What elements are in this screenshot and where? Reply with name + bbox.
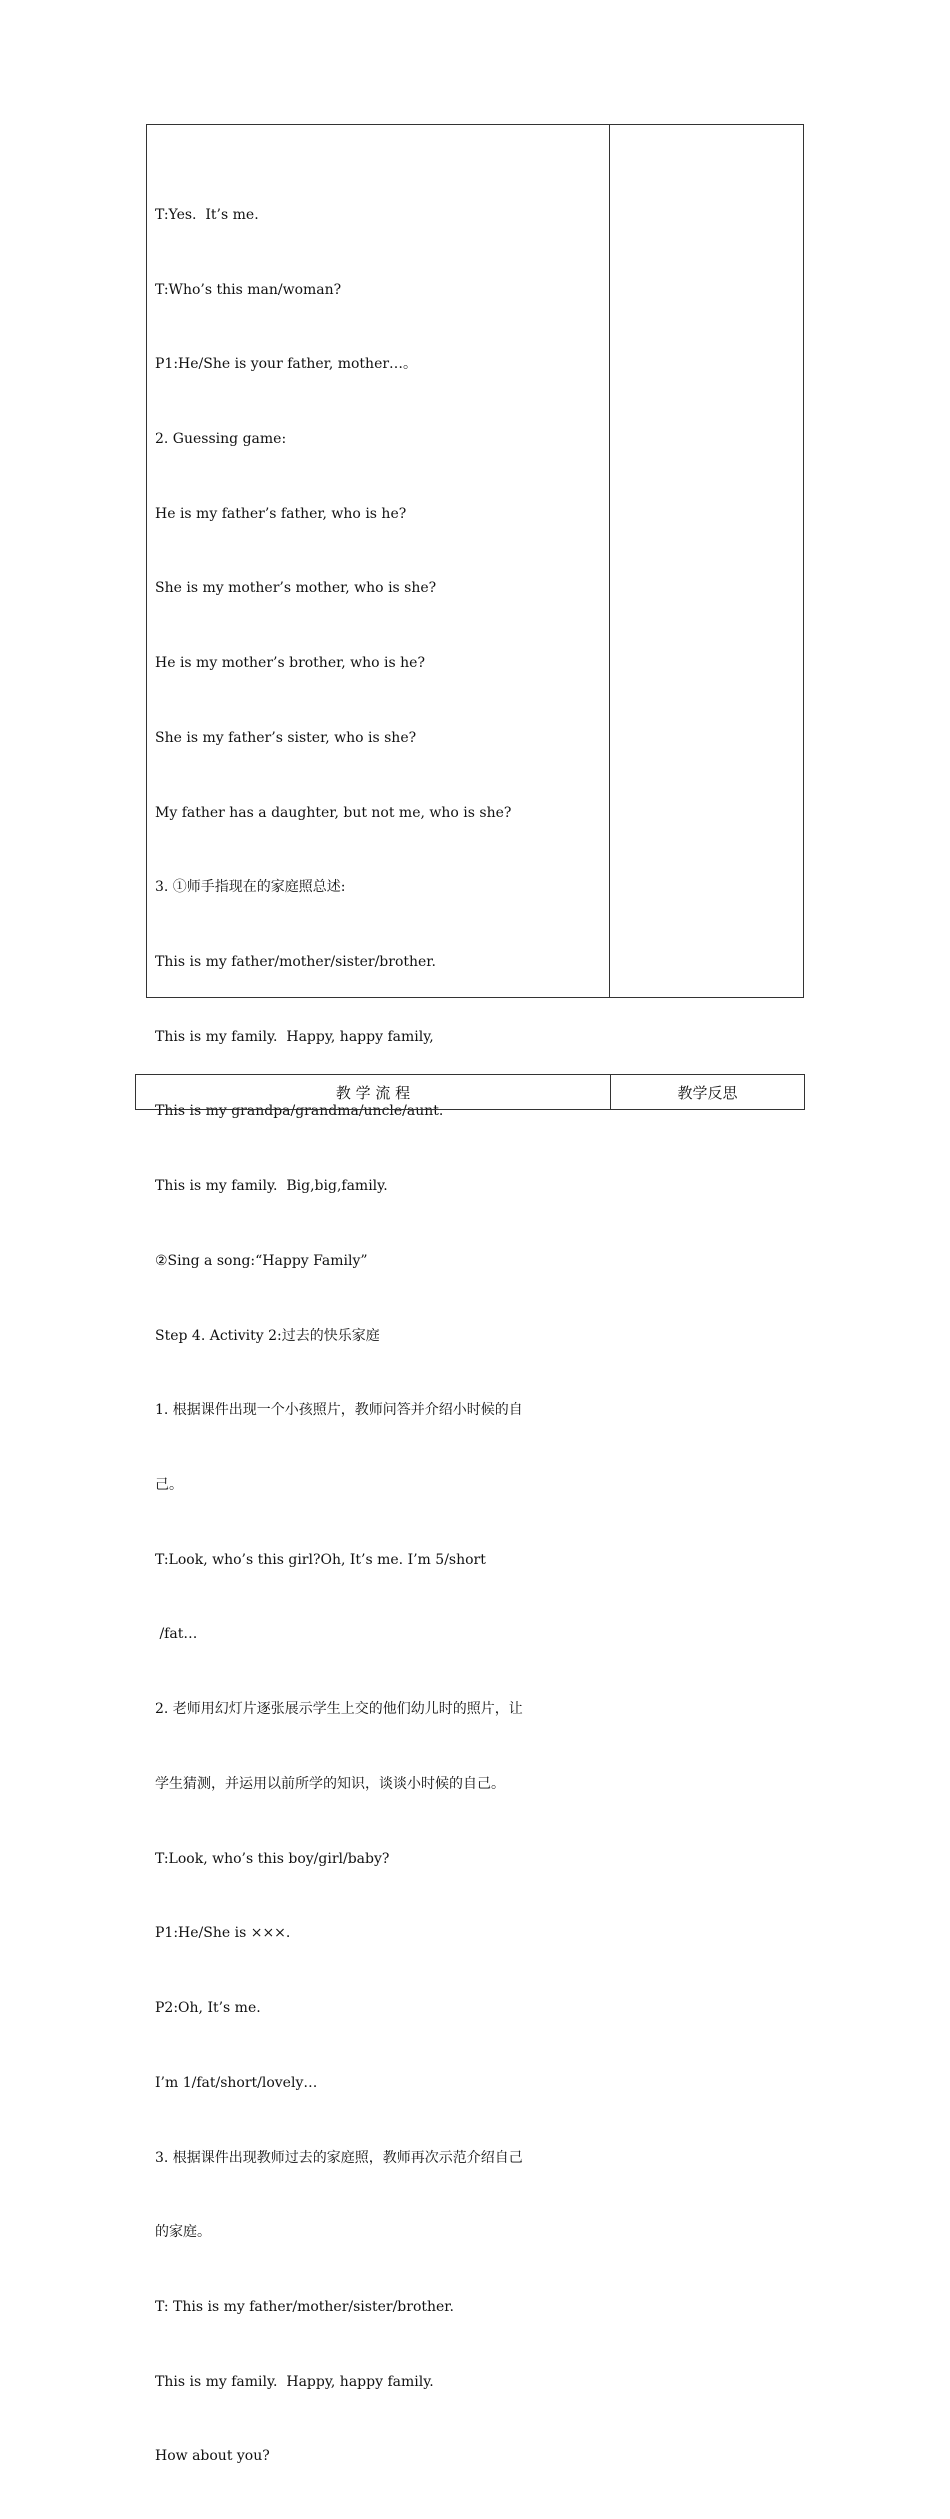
- content-line: T:Look, who’s this boy/girl/baby?: [155, 1850, 390, 1867]
- content-line: 2. 老师用幻灯片逐张展示学生上交的他们幼儿时的照片，让: [155, 1701, 523, 1718]
- content-line: This is my family. Happy, happy family,: [155, 1028, 434, 1045]
- content-line: P1:He/She is your father, mother…。: [155, 356, 418, 373]
- column-divider: [609, 125, 610, 997]
- teaching-process-header: 教 学 流 程: [136, 1075, 611, 1109]
- content-line: This is my family. Big,big,family.: [155, 1178, 388, 1195]
- content-line: How about you?: [155, 2448, 270, 2465]
- content-line: She is my mother’s mother, who is she?: [155, 580, 437, 597]
- content-line: T:Who’s this man/woman?: [155, 281, 342, 298]
- content-line: 己。: [155, 1477, 183, 1494]
- content-line: ②Sing a song:“Happy Family”: [155, 1252, 368, 1269]
- lesson-header-table: [135, 1074, 805, 1110]
- content-line: /fat…: [155, 1626, 198, 1643]
- content-line: 3. 根据课件出现教师过去的家庭照，教师再次示范介绍自己: [155, 2149, 523, 2166]
- content-line: T: This is my father/mother/sister/brother.: [155, 2298, 454, 2315]
- content-line: T:Yes. It’s me.: [155, 206, 259, 223]
- content-line: Step 4. Activity 2:过去的快乐家庭: [155, 1327, 380, 1344]
- lesson-content: [155, 153, 603, 2519]
- content-line: P1:He/She is ×××.: [155, 1925, 291, 1942]
- content-line: T:Look, who’s this girl?Oh, It’s me. I’m 5/short: [155, 1551, 486, 1568]
- content-line: He is my mother’s brother, who is he?: [155, 655, 425, 672]
- content-line: 1. 根据课件出现一个小孩照片，教师问答并介绍小时候的自: [155, 1402, 523, 1419]
- content-line: 3. ①师手指现在的家庭照总述:: [155, 879, 346, 896]
- teaching-reflection-header: 教学反思: [677, 1083, 738, 1102]
- content-line: I’m 1/fat/short/lovely…: [155, 2074, 318, 2091]
- content-line: This is my father/mother/sister/brother.: [155, 954, 436, 970]
- content-line: 学生猜测，并运用以前所学的知识，谈谈小时候的自己。: [155, 1775, 505, 1792]
- content-line: P2:Oh, It’s me.: [155, 2000, 261, 2017]
- content-line: This is my grandpa/grandma/uncle/aunt.: [155, 1103, 444, 1120]
- content-line: She is my father’s sister, who is she?: [155, 729, 417, 746]
- content-line: This is my family. Happy, happy family.: [155, 2373, 434, 2390]
- content-line: 的家庭。: [155, 2224, 211, 2241]
- content-line: 2. Guessing game:: [155, 430, 287, 447]
- content-line: My father has a daughter, but not me, who is she?: [155, 804, 512, 821]
- content-line: He is my father’s father, who is he?: [155, 505, 407, 522]
